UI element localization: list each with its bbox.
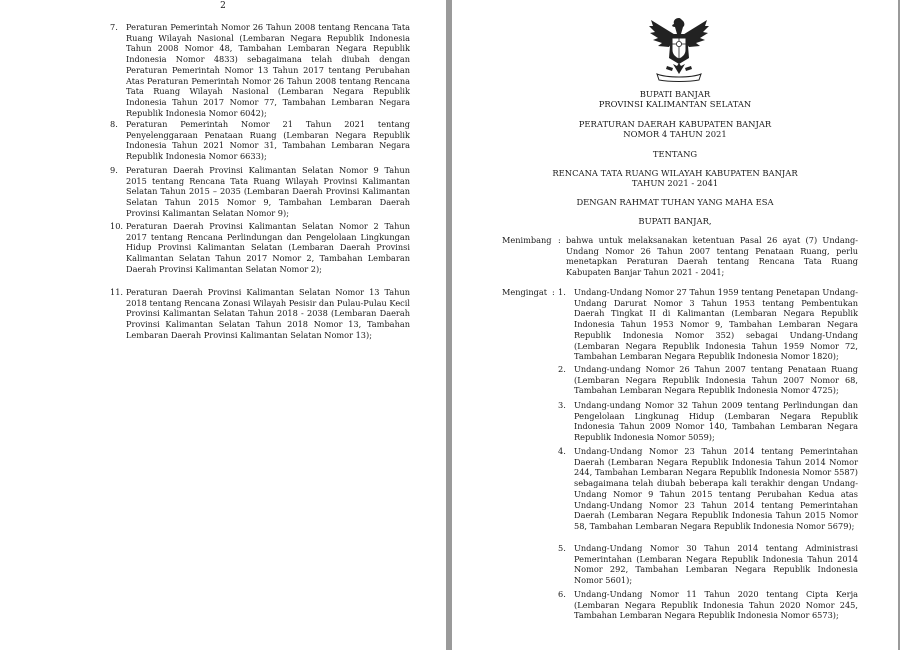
list-item-text: Undang-Undang Nomor 27 Tahun 1959 tentang Penetapan Undang-Undang Darurat Nomor 3 Tahun 1953 tentang Pembentukan Daerah Tingkat II di Kalimantan (Lembaran Negara Republik Indonesia Tahun 1953 Nomor 9, Tambahan Lembaran Negara Republik Indonesia Nomor 352) sebagai Undang-Undang (Lembaran Negara Republik Indonesia Tahun 1959 Nomor 72, Tambahan Lembaran Negara Republik Indonesia Nomor 1820); [574,287,858,362]
rahmat-heading: DENGAN RAHMAT TUHAN YANG MAHA ESA [576,197,774,207]
mengingat-colon: : [552,287,555,297]
list-item-text: Peraturan Daerah Provinsi Kalimantan Selatan Nomor 2 Tahun 2017 tentang Rencana Perlindungan dan Pengelolaan Lingkungan Hidup Provinsi Kalimantan Selatan (Lembaran Daerah Provinsi Kalimantan Selatan Tahun 2017 Nomor 2, Tambahan Lembaran Daerah Provinsi Kalimantan Selatan Nomor 2); [126,221,410,274]
list-item-number: 2. [558,364,566,374]
list-item-text: Undang-Undang Nomor 30 Tahun 2014 tentang Administrasi Pemerintahan (Lembaran Negara Republik Indonesia Tahun 2014 Nomor 292, Tambahan Lembaran Negara Republik Indonesia Nomor 5601); [574,543,858,586]
menimbang-label: Menimbang [502,235,552,245]
list-item-number: 10. [110,221,124,231]
list-item-number: 7. [110,22,118,32]
list-item-text: Undang-Undang Nomor 23 Tahun 2014 tentang Pemerintahan Daerah (Lembaran Negara Republik Indonesia Tahun 2014 Nomor 244, Tambahan Lembaran Negara Republik Indonesia Nomor 5587) sebagaimana telah diubah beberapa kali terakhir dengan Undang-Undang Nomor 9 Tahun 2015 tentang Perubahan Kedua atas Undang-Undang Nomor 23 Tahun 2014 tentang Pemerintahan Daerah (Lembaran Negara Republik Indonesia Tahun 2015 Nomor 58, Tambahan Lembaran Negara Republik Indonesia Nomor 5679); [574,446,858,531]
list-item-text: Peraturan Daerah Provinsi Kalimantan Selatan Nomor 9 Tahun 2015 tentang Rencana Tata Ruang Wilayah Provinsi Kalimantan Selatan Tahun 2015 – 2035 (Lembaran Daerah Provinsi Kalimantan Selatan Tahun 2015 Nomor 9, Tambahan Lembaran Daerah Provinsi Kalimantan Selatan Nomor 9); [126,165,410,218]
menimbang-text: bahwa untuk melaksanakan ketentuan Pasal 26 ayat (7) Undang-Undang Nomor 26 Tahun 2007 tentang Penataan Ruang, perlu menetapkan Peraturan Daerah tentang Rencana Tata Ruang Kabupaten Banjar Tahun 2021 - 2041; [566,235,858,278]
list-item-number: 11. [110,287,124,297]
list-item-number: 4. [558,446,566,456]
list-item-number: 5. [558,543,566,553]
list-item-text: Undang-undang Nomor 26 Tahun 2007 tentang Penataan Ruang (Lembaran Negara Republik Indonesia Tahun 2007 Nomor 68, Tambahan Lembaran Negara Republik Indonesia Nomor 4725); [574,364,858,396]
list-item-text: Peraturan Daerah Provinsi Kalimantan Selatan Nomor 13 Tahun 2018 tentang Rencana Zonasi Wilayah Pesisir dan Pulau-Pulau Kecil Provinsi Kalimantan Selatan Tahun 2018 - 2038 (Lembaran Daerah Provinsi Kalimantan Selatan Tahun 2018 Nomor 13, Tambahan Lembaran Daerah Provinsi Kalimantan Selatan Nomor 13); [126,287,410,340]
garuda-emblem-icon [647,14,711,82]
list-item-number: 1. [558,287,566,297]
list-item-number: 3. [558,400,566,410]
list-item-number: 6. [558,589,566,599]
list-item-number: 8. [110,119,118,129]
document-page-right [452,0,898,650]
subject-period: TAHUN 2021 - 2041 [631,178,719,188]
bupati-heading: BUPATI BANJAR, [638,216,712,226]
menimbang-colon: : [558,235,561,245]
page-number: 2 [220,1,226,11]
regulation-title: PERATURAN DAERAH KABUPATEN BANJAR [578,119,772,129]
document-page-left [0,0,446,650]
list-item-text: Undang-undang Nomor 32 Tahun 2009 tentang Perlindungan dan Pengelolaan Lingkunag Hidup (Lembaran Negara Republik Indonesia Tahun 2009 Nomor 140, Tambahan Lembaran Negara Republik Indonesia Nomor 5059); [574,400,858,443]
subject-title: RENCANA TATA RUANG WILAYAH KABUPATEN BANJAR [552,168,798,178]
list-item-text: Peraturan Pemerintah Nomor 21 Tahun 2021 tentang Penyelenggaraan Penataan Ruang (Lembaran Negara Republik Indonesia Tahun 2021 Nomor 31, Tambahan Lembaran Negara Republik Indonesia Nomor 6633); [126,119,410,162]
list-item-text: Peraturan Pemerintah Nomor 26 Tahun 2008 tentang Rencana Tata Ruang Wilayah Nasional (Lembaran Negara Republik Indonesia Tahun 2008 Nomor 48, Tambahan Lembaran Negara Republik Indonesia Nomor 4833) sebagaimana telah diubah dengan Peraturan Pemerintah Nomor 13 Tahun 2017 tentang Perubahan Atas Peraturan Pemerintah Nomor 26 Tahun 2008 tentang Rencana Tata Ruang Wilayah Nasional (Lembaran Negara Republik Indonesia Tahun 2017 Nomor 77, Tambahan Lembaran Negara Republik Indonesia Nomor 6042); [126,22,410,118]
province-title: PROVINSI KALIMANTAN SELATAN [598,99,752,109]
list-item-text: Undang-Undang Nomor 11 Tahun 2020 tentang Cipta Kerja (Lembaran Negara Republik Indonesia Tahun 2020 Nomor 245, Tambahan Lembaran Negara Republik Indonesia Nomor 6573); [574,589,858,621]
mengingat-label: Mengingat [502,287,548,297]
list-item-number: 9. [110,165,118,175]
regent-title: BUPATI BANJAR [639,89,711,99]
regulation-number: NOMOR 4 TAHUN 2021 [623,129,727,139]
tentang-heading: TENTANG [652,149,698,159]
